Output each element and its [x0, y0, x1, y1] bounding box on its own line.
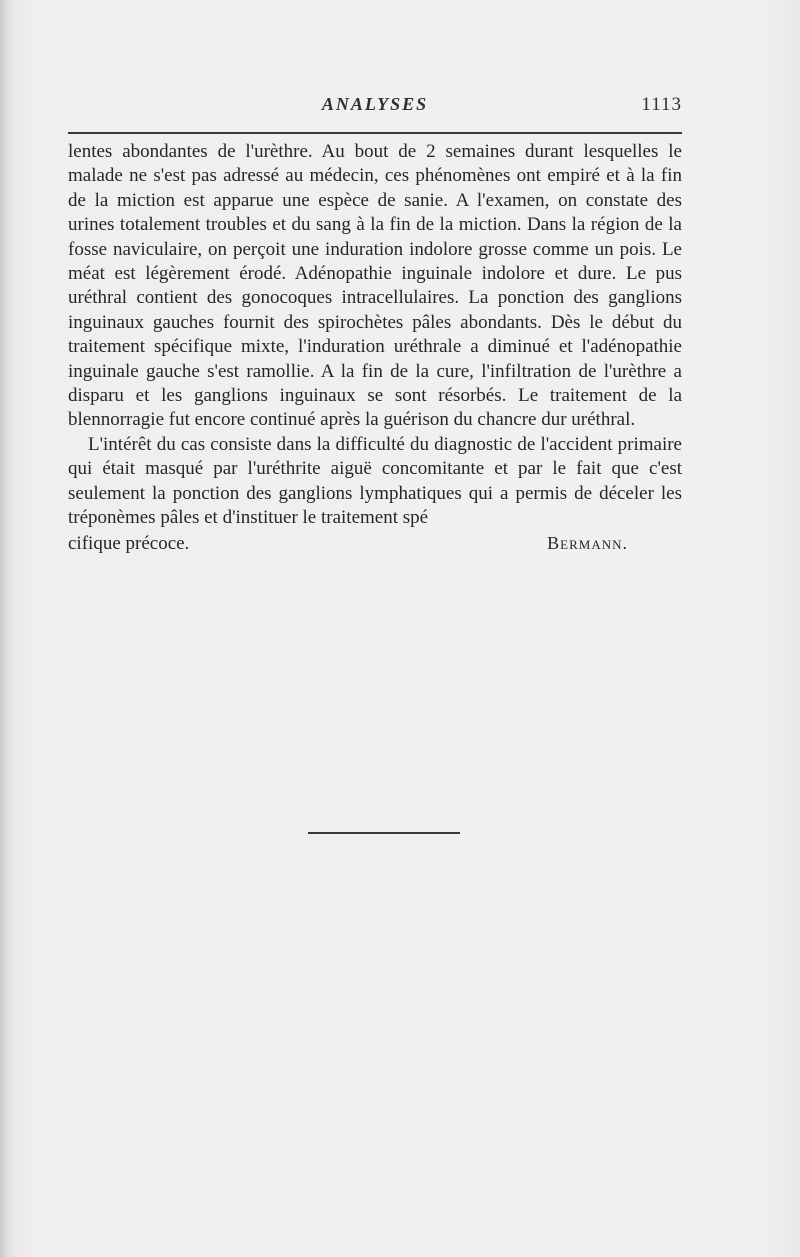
paragraph-2 [68, 433, 682, 531]
closing-line [68, 531, 682, 556]
end-rule [308, 832, 460, 834]
page-number: 1113 [641, 94, 682, 115]
header-rule [68, 132, 682, 134]
page-header [68, 94, 682, 124]
paragraph-2-text: L'intérêt du cas consiste dans la difficulté du diagnostic de l'accident primaire qui était masqué par l'uréthrite aiguë concomitante et par le fait que c'est seulement la ponction des ganglions lymphatiques qui a permis de déceler les tréponèmes pâles et d'instituer le traitement spé [68, 433, 682, 529]
paragraph-1: lentes abondantes de l'urèthre. Au bout de 2 semaines durant lesquelles le malade ne s'est pas adressé au médecin, ces phénomènes ont empiré et à la fin de la miction est apparue une espèce de sanie. A l'examen, on constate des urines totalement troubles et du sang à la fin de la miction. Dans la région de la fosse naviculaire, on perçoit une induration indolore grosse comme un pois. Le méat est légèrement érodé. Adénopathie inguinale indolore et dure. Le pus uréthral contient des gonocoques intracellulaires. La ponction des ganglions inguinaux gauches fournit des spirochètes pâles abondants. Dès le début du traitement spécifique mixte, l'induration uréthrale a diminué et l'adénopathie inguinale gauche s'est ramollie. A la fin de la cure, l'infiltration de l'urèthre a disparu et les ganglions inguinaux se sont résorbés. Le traitement de la blennorragie fut encore continué après la guérison du chancre dur uréthral. [68, 141, 682, 431]
running-title: ANALYSES [321, 94, 429, 114]
paragraph-2-last-line: cifique précoce. [68, 532, 190, 554]
article-body [68, 140, 682, 556]
author-signature: Bermann. [547, 532, 628, 553]
